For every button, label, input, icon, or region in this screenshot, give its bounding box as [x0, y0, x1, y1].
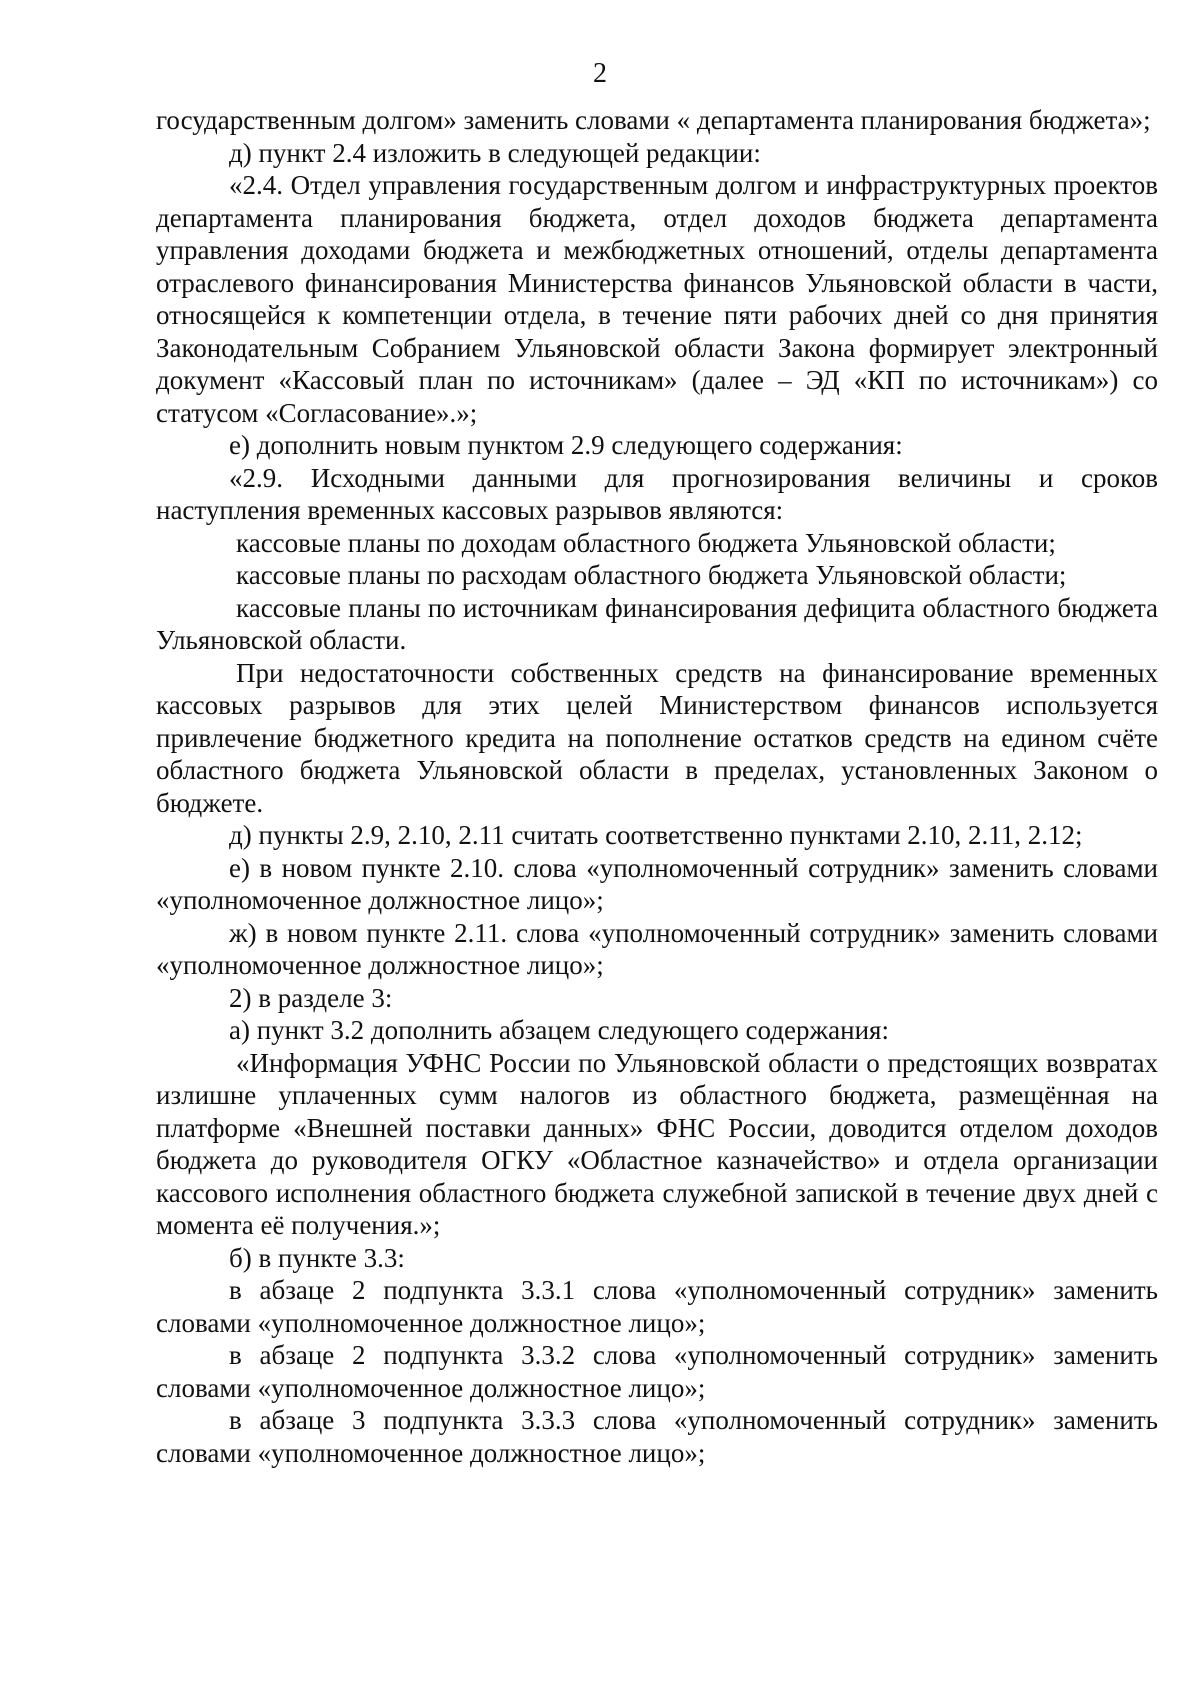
paragraph: в абзаце 3 подпункта 3.3.3 слова «уполномоченный сотрудник» заменить словами «уполномоченное должностное лицо»;	[156, 1405, 1158, 1468]
paragraph: е) дополнить новым пунктом 2.9 следующего содержания:	[229, 430, 903, 460]
paragraph: д) пункт 2.4 изложить в следующей редакции:	[229, 137, 761, 168]
paragraph: «2.4. Отдел управления государственным долгом и инфраструктурных проектов департамента планирования бюджета, отдел доходов бюджета департамента управления доходами бюджета и межбюджетных отношений, отделы департамента отраслевого финансирования Министерства финансов Ульяновской области в части, относящейся к компетенции отдела, в течение пяти рабочих дней со дня принятия Законодательным Собранием Ульяновской области Закона формирует электронный документ «Кассовый план по источникам» (далее – ЭД «КП по источникам») со статусом «Согласование».»;	[156, 170, 1158, 428]
paragraph: в абзаце 2 подпункта 3.3.2 слова «уполномоченный сотрудник» заменить словами «уполномоченное должностное лицо»;	[156, 1340, 1158, 1403]
paragraph: е) в новом пункте 2.10. слова «уполномоченный сотрудник» заменить словами «уполномоченное должностное лицо»;	[156, 852, 1158, 915]
page-number: 2	[593, 58, 607, 89]
paragraph: кассовые планы по расходам областного бюджета Ульяновской области;	[236, 560, 1067, 590]
paragraph: д) пункты 2.9, 2.10, 2.11 считать соответственно пунктами 2.10, 2.11, 2.12;	[229, 820, 1083, 850]
paragraph: ж) в новом пункте 2.11. слова «уполномоченный сотрудник» заменить словами «уполномоченное должностное лицо»;	[156, 917, 1158, 980]
paragraph: б) в пункте 3.3:	[229, 1242, 405, 1273]
document-body	[156, 104, 1158, 1469]
paragraph: 2) в разделе 3:	[229, 982, 393, 1013]
paragraph: При недостаточности собственных средств на финансирование временных кассовых разрывов для этих целей Министерством финансов используется привлечение бюджетного кредита на пополнение остатков средств на едином счёте областного бюджета Ульяновской области в пределах, установленных Законом о бюджете.	[156, 657, 1158, 818]
paragraph: «Информация УФНС России по Ульяновской области о предстоящих возвратах излишне уплаченных сумм налогов из областного бюджета, размещённая на платформе «Внешней поставки данных» ФНС России, доводится отделом доходов бюджета до руководителя ОГКУ «Областное казначейство» и отдела организации кассового исполнения областного бюджета служебной запиской в течение двух дней с момента её получения.»;	[156, 1047, 1158, 1240]
paragraph: в абзаце 2 подпункта 3.3.1 слова «уполномоченный сотрудник» заменить словами «уполномоченное должностное лицо»;	[156, 1275, 1158, 1338]
paragraph: кассовые планы по доходам областного бюджета Ульяновской области;	[236, 527, 1056, 558]
paragraph: а) пункт 3.2 дополнить абзацем следующего содержания:	[229, 1015, 889, 1045]
paragraph: государственным долгом» заменить словами « департамента планирования бюджета»;	[156, 105, 1151, 135]
paragraph: кассовые планы по источникам финансирования дефицита областного бюджета Ульяновской области.	[156, 592, 1158, 655]
paragraph: «2.9. Исходными данными для прогнозирования величины и сроков наступления временных кассовых разрывов являются:	[156, 462, 1158, 525]
